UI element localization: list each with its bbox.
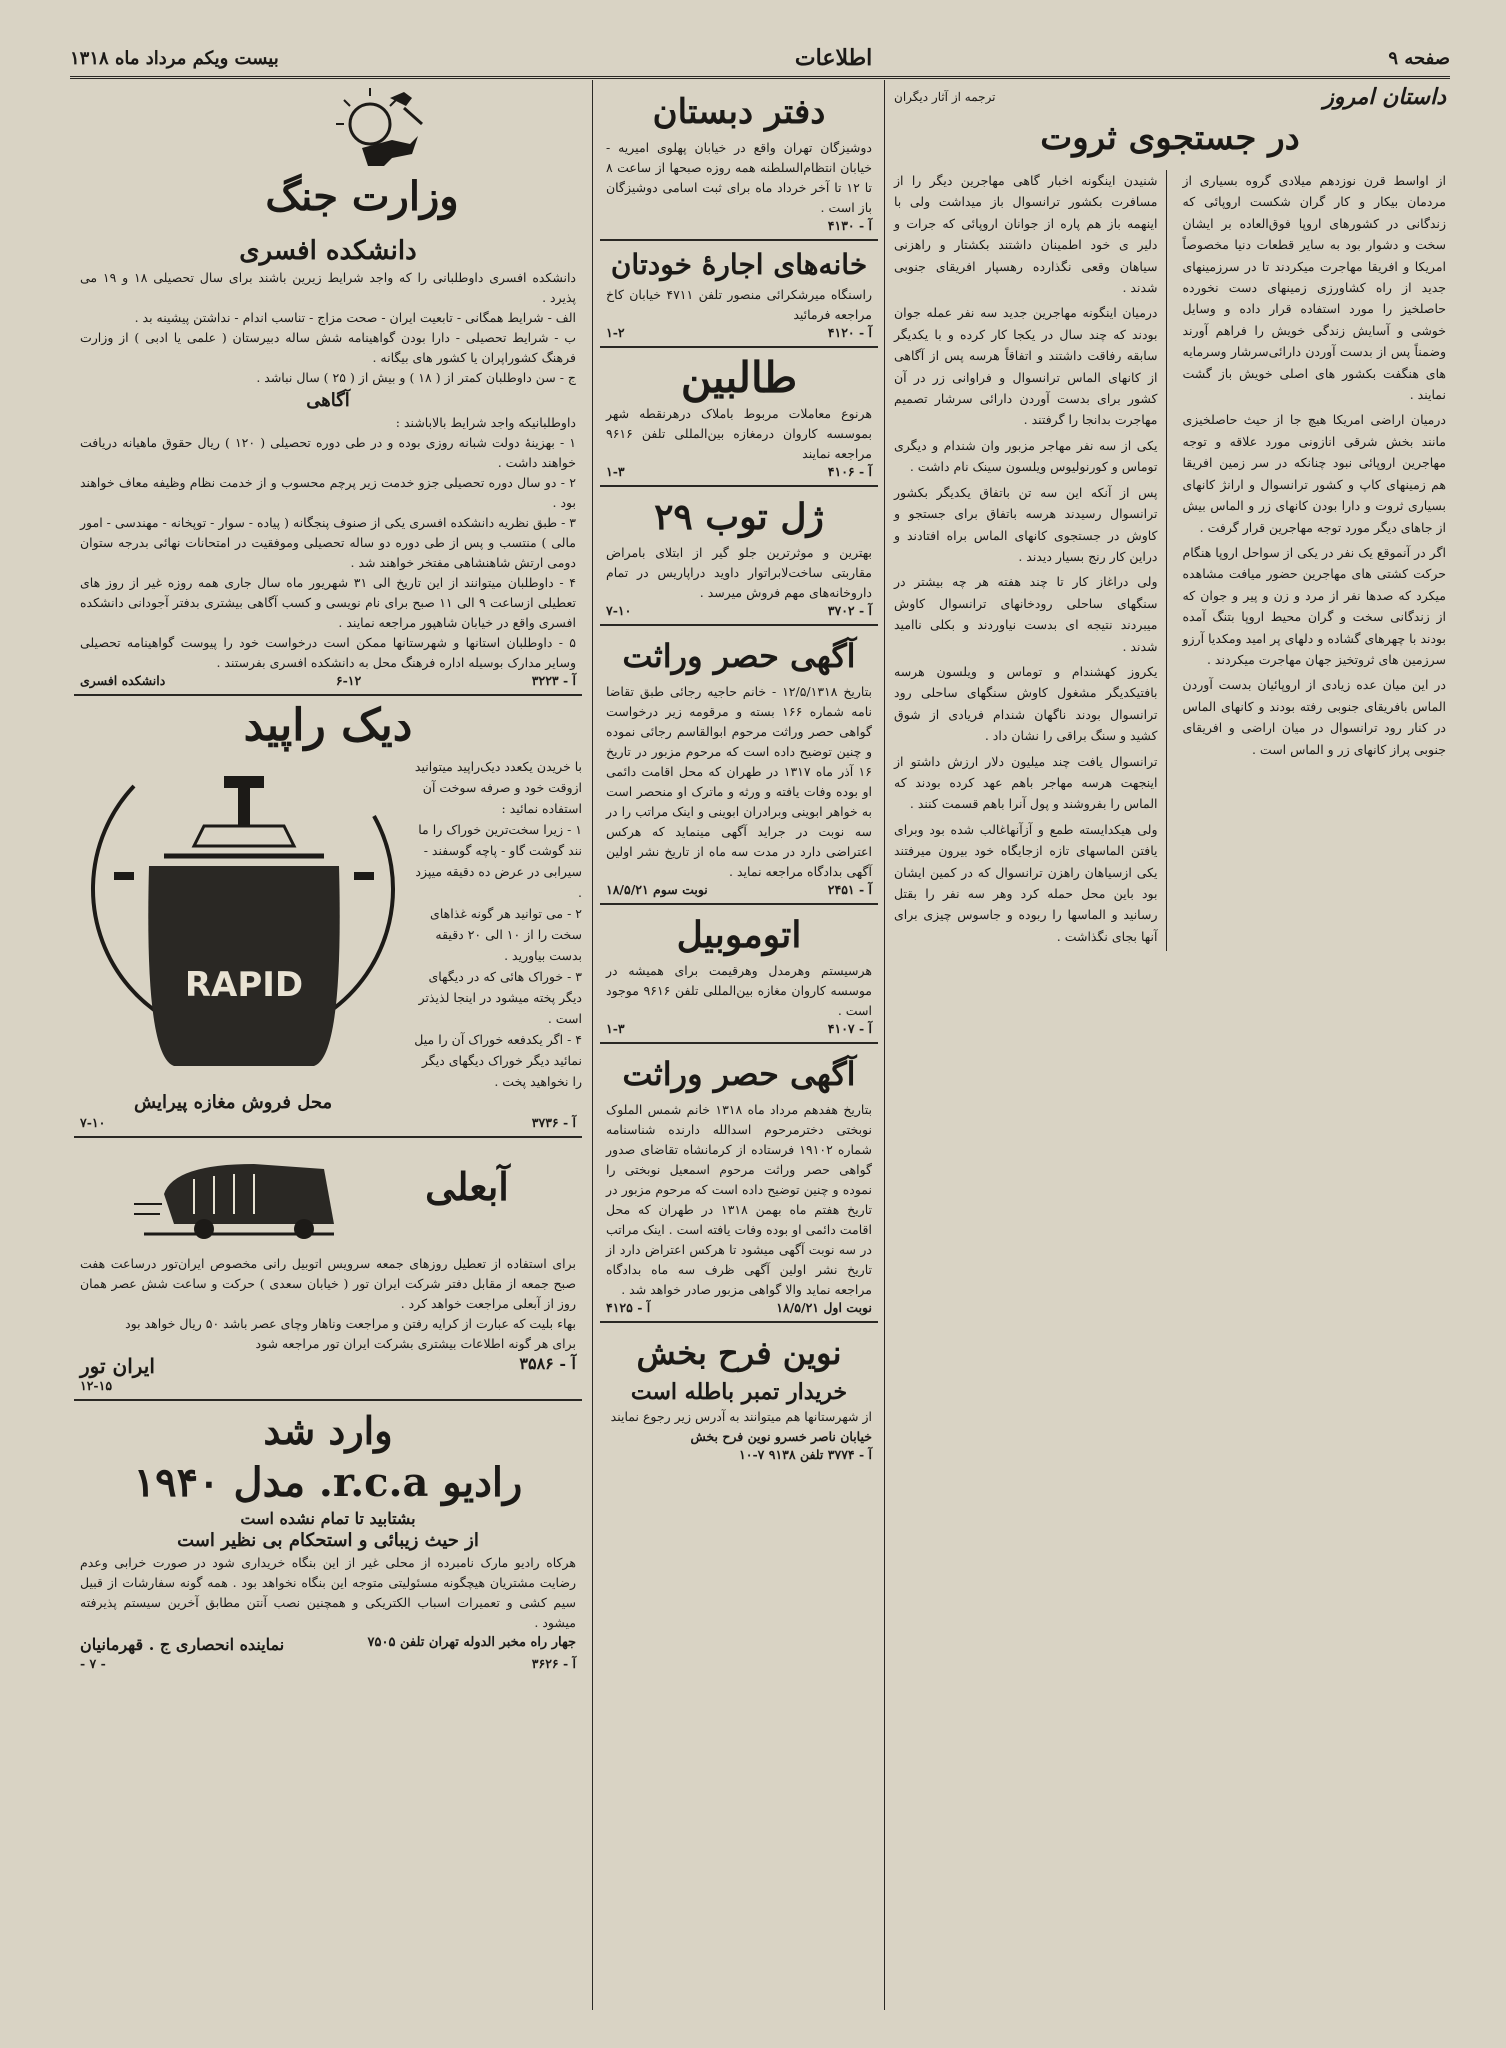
- ad-rental-houses: [600, 247, 878, 340]
- ad-body: برای استفاده از تعطیل روزهای جمعه سرویس اتوبیل رانی مخصوص ایران‌تور درساعت هفت صبح جمعه از مقابل دفتر شرکت ایران تور ( خیابان سعدی ) حرکت و ساعت شش عصر همان روز از آبعلی مراجعت خواهد کرد .: [80, 1256, 576, 1311]
- ad-title: آگهی حصر وراثت: [622, 1055, 856, 1093]
- ad-title: آگهی حصر وراثت: [622, 637, 856, 675]
- ad-body: هرکاه رادیو مارک نامبرده از محلی غیر از این بنگاه خریداری شود در صورت خرابی وعدم رضایت مشتریان هیچگونه مسئولیتی متوجه این بنگاه نخواهد بود . همه گونه سفارشات از قبیل سیم کشی و تعمیرات اسباب الکتریکی و همچنین نصب آنتن مطابق آخرین سیستم پذیرفته میشود .: [80, 1555, 576, 1630]
- story-paragraph: اگر در آنموقع یک نفر در یکی از سواحل اروپا هنگام حرکت کشتی های مهاجرین حضور میافت مشاهده میکرد که صدها نفر از مرد و زن و پیر و جوان که از زندگانی سخت و گران محیط اروپا بتنگ آمده بودند با چهرهای گشاده و دلهای پر امید ومکدیا آرزو سرزمین های ثروتخیز جهان مهاجرت میکردند .: [1182, 544, 1446, 667]
- ad-rapid-pot: [74, 702, 582, 1130]
- ad-slogan-2: از حیث زیبائی و استحکام بی نظیر است: [177, 1530, 479, 1551]
- ad-run: ۱-۳: [606, 1021, 625, 1036]
- ad-code: آ - ۴۱۰۶: [827, 464, 872, 479]
- lion-and-sun-emblem-icon: [332, 84, 432, 174]
- story-paragraph: شنیدن اینگونه اخبار گاهی مهاجرین دیگر را از مسافرت بکشور ترانسوال باز میداشت ولی با اینهمه باز هم پاره از جوانان اروپائی که جرات و دلیر ی خود اطمینان داشتند بکشتار و راهزنی سیاهان وقعی نگذارده رهسپار افریقای جنوبی شدند .: [894, 173, 1158, 296]
- ad-paragraph: ج - سن داوطلبان کمتر از ( ۱۸ ) و بیش از ( ۲۵ ) سال نباشد .: [256, 370, 576, 385]
- ad-farrokh-bakhsh: [600, 1329, 878, 1462]
- story-paragraph: از اواسط قرن نوزدهم میلادی گروه بسیاری از مردمان بیکار و کار گران شکست اروپائی که زندگانی در کشورهای اروپا فوق‌العاده بر ایشان سخت و دشوار بود به سایر قطعات دنیا مخصوصاً امریکا و افریقا مهاجرت میکردند تا در سرزمینهای جدید از راه کشاورزی زمینهای دست نخورده حاصلخیز را مورد استفاده قرار داده و وسایل خوشی و آسایش زندگی خویش را فراهم آورند وضمناً پس از بدست آوردن دارائی‌سرشار وسرمایه های هنگفت بکشور های اصلی خویش باز گشت نمایند .: [1182, 173, 1446, 403]
- ad-paragraph: ب - شرایط تحصیلی - دارا بودن گواهینامه شش ساله دبیرستان ( علمی یا ادبی ) از وزارت فرهنگ کشوراپران یا کشور های بیگانه .: [80, 330, 576, 365]
- pressure-cooker-icon: [74, 756, 404, 1086]
- ad-automobile: [600, 911, 878, 1036]
- ad-run: ۱-۲: [606, 325, 625, 340]
- story-paragraph: ترانسوال یافت چند میلیون دلار ارزش داشتو از اینجهت هرسه مهاجر باهم عهد کرده بودند که الماس را بفروشند و پول آنرا باهم قسمت کنند .: [894, 753, 1158, 812]
- ad-talibin: [600, 354, 878, 479]
- ad-paragraph: با خریدن یکعدد دیک‌راپید میتوانید ازوقت خود و صرفه سوخت آن استفاده نمائید :: [414, 759, 582, 816]
- story-paragraph: ولی دراغاز کار تا چند هفته هر چه بیشتر در سنگهای ساحلی رودخانهای ترانسوال کاوش میبردند نتیجه ای بدست نیاوردند و بکلی ناامید شدند .: [894, 574, 1158, 654]
- ad-address: جهار راه مخبر الدوله تهران تلفن ۷۵۰۵: [367, 1635, 576, 1650]
- ad-title: وزارت جنگ: [265, 173, 459, 220]
- ad-iran-tour: [74, 1144, 582, 1393]
- story-section-tag: داستان امروز: [1323, 84, 1446, 110]
- story-paragraph: درمیان اینگونه مهاجرین جدید سه نفر عمله جوان بودند که چند سال در یکجا کار کرده و با یکدیگر سابقه رفاقت داشتند و اتفاقاً هرسه پس از آگاهی از کانهای الماس ترانسوال و فراوانی زر در آن کشور برای بدست آوردن دارائی سرشار تصمیم مهاجرت بدانجا را گرفتند .: [894, 305, 1158, 428]
- ad-body: راسنگاه میرشکرائی منصور تلفن ۴۷۱۱ خیابان کاخ مراجعه فرمائید: [606, 287, 872, 322]
- ad-title: نوین فرح بخش: [636, 1334, 842, 1372]
- ad-body: بتاریخ هفدهم مرداد ماه ۱۳۱۸ خانم شمس الملوک نوبختی دخترمرحوم اسدالله دارنده شناسنامه شماره ۱۹۱۰۲ فرستاده از کرمانشاه تقاضای صدور گواهی حصر وراثت مرحوم اسمعیل نوبختی را نموده و چنین توضیح داده است که مرحوم مزبور در تاریخ هفتم ماه بهمن ۱۳۱۸ در طهران که محل اقامت دائمی او بوده وفات یافته است . اینک مراتب در سه نوبت آگهی میشود تا هرکس اعتراض دارد از تاریخ نشر اولین آگهی ظرف سه ماه بدادگاه مراجعه نماید والا گواهی مزبور صادر خواهد شد .: [606, 1102, 872, 1297]
- ad-code: نوبت اول ۱۸/۵/۲۱: [776, 1300, 872, 1315]
- column-rule: [884, 80, 885, 2010]
- ad-code: آ - ۲۴۵۱: [827, 882, 872, 897]
- ad-run: نوبت سوم ۱۸/۵/۲۱: [606, 882, 708, 897]
- ad-code: آ - ۳۶۲۶: [531, 1656, 576, 1671]
- story-paragraph: یکی از سه نفر مهاجر مزبور وان شندام و دیگری توماس و کورنولیوس ویلسون سینک نام داشت .: [894, 437, 1158, 475]
- story-column-left: [894, 170, 1167, 951]
- ad-run: ۱۲-۱۵: [80, 1378, 113, 1393]
- ad-paragraph: ۱ - زیرا سخت‌ترین خوراک را ما نند گوشت گاو - پاچه گوسفند - سیرابی در عرض ده دقیقه میپزد .: [415, 822, 582, 900]
- ad-code: آ - ۴۱۲۰: [827, 325, 872, 340]
- column-rule: [592, 80, 593, 2010]
- ad-code: آ - ۳۷۳۶: [531, 1115, 576, 1130]
- story-paragraph: در این میان عده زیادی از اروپائیان بدست آوردن الماس بافریقای جنوبی رفته بودند و کانهای الماس در کنار رود ترانسوال در میان اراضی و افریقای جنوبی پراز کانهای زر و الماس است .: [1182, 677, 1446, 757]
- ad-inheritance-2: [600, 1050, 878, 1315]
- ad-gel-tube: [600, 493, 878, 618]
- story-paragraph: ولی هیکدایسته طمع و آزآنهاغالب شده بود وبرای یافتن الماسهای تازه ازجایگاه خود بیرون میرفتند یکی ازسیاهان راهزن ترانسوال که در کمین ایشان بود باین محل حمله کرد وهر سه نفر را بقتل رسانید و الماسها را ربوده و جاسوس چیزی برای آنها بجای نگذاشت .: [894, 821, 1158, 944]
- ad-title: آبعلی: [425, 1164, 509, 1209]
- ad-code: آ - ۴۱۳۰: [827, 218, 872, 233]
- ad-paragraph: دانشکده افسری داوطلبانی را که واجد شرایط زیرین باشند برای سال تحصیلی ۱۸ و ۱۹ می پذیرد .: [80, 270, 576, 305]
- ad-paragraph: الف - شرایط همگانی - تابعیت ایران - صحت مزاج - تناسب اندام - نداشتن پیشینه بد .: [134, 310, 576, 325]
- ad-paragraph: ۲ - دو سال دوره تحصیلی جزو خدمت زیر پرچم محسوب و از خدمت نظام وظیفه معاف خواهند بود .: [80, 475, 576, 510]
- story-section: [888, 80, 1450, 2020]
- ads-column-middle: [596, 80, 882, 2020]
- ad-agent: نماینده انحصاری ج . قهرمانیان: [80, 1635, 285, 1654]
- ad-body: بهترین و موثرترین جلو گیر از ابتلای بامراض مقاربتی ساخت‌لابراتوار داوید دراپاریس در تمام داروخانه‌های مهم فروش میرسد .: [606, 545, 872, 600]
- ad-body: دوشیزگان تهران واقع در خیابان پهلوی امیریه - خیابان انتظام‌السلطنه همه روزه صبحها از ساعت ۸ تا ۱۲ تا آخر خرداد ماه برای ثبت اسامی دوشیزگان باز است .: [606, 140, 872, 215]
- ad-run: ۷-۱۰: [606, 603, 632, 618]
- ad-title: دفتر دبستان: [652, 92, 826, 132]
- ad-title: ژل توب ۲۹: [654, 496, 824, 538]
- ad-slogan: بشتابید تا تمام نشده است: [240, 1509, 416, 1528]
- ad-signature: دانشکده افسری: [80, 673, 166, 688]
- ad-run: آ - ۴۱۲۵: [606, 1300, 651, 1315]
- ads-column-left: [70, 80, 588, 2020]
- bus-icon: [134, 1144, 364, 1254]
- ad-code: آ - ۳۷۷۴ تلفن ۹۱۳۸ ۷-۱۰: [739, 1447, 872, 1462]
- ad-code: آ - ۳۵۸۶: [519, 1354, 576, 1373]
- ad-code: آ - ۳۷۰۲: [827, 603, 872, 618]
- story-column-right: [1183, 170, 1447, 951]
- ad-code: آ - ۳۲۲۳: [531, 673, 576, 688]
- ad-body: از شهرستانها هم میتوانند به آدرس زیر رجوع نمایند: [610, 1409, 872, 1424]
- story-title: در جستجوی ثروت: [1040, 118, 1300, 158]
- ad-war-ministry: [74, 84, 582, 688]
- ad-dabestan: [600, 88, 878, 233]
- ad-rca-radio: [74, 1407, 582, 1671]
- notice-heading: آگاهی: [306, 390, 350, 411]
- story-paragraph: پس از آنکه این سه تن باتفاق یکدیگر بکشور ترانسوال رسیدند هرسه باتفاق برای جستجو و کاوش در جستجوی کانهای الماس براه افتادند و دراین کار رنج بسیار دیدند .: [894, 484, 1158, 564]
- ad-inheritance-1: [600, 632, 878, 897]
- ad-body: هرنوع معاملات مربوط باملاک درهرنقطه شهر بموسسه کاروان درمغازه بین‌المللی تلفن ۹۶۱۶ مراجعه نمایند: [606, 406, 872, 461]
- ad-subtitle: دانشکده افسری: [239, 236, 417, 266]
- ad-paragraph: داوطلبانیکه واجد شرایط بالاباشند :: [395, 415, 576, 430]
- paper-name: اطلاعات: [794, 45, 873, 71]
- story-paragraph: یکروز کهشندام و توماس و ویلسون هرسه بافتیکدیگر مشغول کاوش سنگهای ساحلی رود ترانسوال بودند ناگهان شندام فریادی از شوق کشید و سنگ براقی را نشان داد .: [894, 663, 1158, 744]
- ad-paragraph: ۵ - داوطلبان استانها و شهرستانها ممکن است درخواست خود را پیوست گواهینامه تحصیلی وسایر مدارک بوسیله اداره فرهنگ محل به دانشکده افسری بفرستند .: [80, 635, 576, 670]
- ad-paragraph: ۳ - خوراک هائی که در دیگهای دیگر پخته میشود در اینجا لذیذتر است .: [418, 969, 582, 1026]
- ad-info: برای هر گونه اطلاعات بیشتری بشرکت ایران تور مراجعه شود: [255, 1336, 576, 1351]
- ad-paragraph: ۳ - طبق نظریه دانشکده افسری یکی از صنوف پنجگانه ( پیاده - سوار - توپخانه - مهندسی - امور مالی ) منتسب و پس از طی دوره دو ساله تحصیلی وموفقیت در امتحانات نهائی بدرجه ستوان دومی ارتش شاهنشاهی مفتخر خواهند شد .: [80, 515, 576, 570]
- ad-run: ۱-۳: [606, 464, 625, 479]
- ad-paragraph: ۴ - داوطلبان میتوانند از این تاریخ الی ۳۱ شهریور ماه سال جاری همه روزه غیر از روز های تعطیلی ازساعت ۹ الی ۱۱ صبح برای نام نویسی و کسب آگاهی بیشتری بدفتر آجودانی دانشکده افسری واقع در خیابان شاهپور مراجعه نمایند .: [80, 575, 576, 630]
- ad-brand: ایران تور: [80, 1354, 155, 1378]
- issue-date: بیست ویکم مرداد ماه ۱۳۱۸: [70, 47, 279, 69]
- ad-title: اتوموبیل: [676, 914, 802, 956]
- ad-title: طالبین: [680, 353, 798, 402]
- page-header: [70, 40, 1450, 79]
- ad-title: دیک راپید: [243, 700, 413, 751]
- story-paragraph: درمیان اراضی امریکا هیچ جا از حیث حاصلخیزی مانند بخش شرقی انازونی مورد علاقه و توجه مهاجرین اروپائی نبود چنانکه در سر زمین افریقا هم زمینهای کاپ و کشور ترانسوال و ارانژ کانهای بسیاری ثروت و دارا بودن کانهای زر و الماس بیش از جاهای دیگر مورد توجه مهاجرین قرار گرفت .: [1182, 412, 1446, 535]
- ad-address: خیابان ناصر خسرو نوین فرح بخش: [690, 1429, 872, 1444]
- ad-price: بهاء بلیت که عبارت از کرایه رفتن و مراجعت وناهار وچای عصر باشد ۵۰ ریال خواهد بود: [125, 1316, 576, 1331]
- ad-run: - ۷ -: [80, 1656, 106, 1671]
- ad-paragraph: ۴ - اگر یکدفعه خوراک آن را میل نمائید دیگر خوراک دیگهای دیگر را نخواهید پخت .: [414, 1032, 582, 1089]
- translation-note: ترجمه از آثار دیگران: [894, 90, 996, 104]
- ad-subtitle: خریدار تمبر باطله است: [630, 1379, 848, 1405]
- ad-paragraph: ۱ - بهزینهٔ دولت شبانه روزی بوده و در طی دوره تحصیلی ( ۱۲۰ ) ریال حقوق ماهیانه دریافت خواهند داشت .: [80, 435, 576, 470]
- ad-paragraph: ۲ - می توانید هر گونه غذاهای سخت را از ۱۰ الی ۲۰ دقیقه بدست بیاورید .: [430, 906, 582, 963]
- ad-model: رادیو r.c.a. مدل ۱۹۴۰: [133, 1459, 523, 1506]
- ad-title: وارد شد: [263, 1408, 393, 1453]
- ad-shop: محل فروش مغازه پیرایش: [134, 1092, 333, 1113]
- ad-title: خانه‌های اجارهٔ خودتان: [610, 248, 868, 281]
- ad-run: ۷-۱۰: [80, 1115, 106, 1130]
- ad-body: بتاریخ ۱۲/۵/۱۳۱۸ - خانم حاجیه رجائی طبق تقاضا نامه شماره ۱۶۶ بسته و مرقومه زیر درخواست گواهی حصر وراثت مرحوم ابوالقاسم رجائی نموده و چنین توضیح داده است که مرحوم مزبور در تاریخ ۱۶ آذر ماه ۱۳۱۷ در طهران که محل اقامت دائمی او بوده وفات یافته و ورثه و ماترک او منحصر است به خواهر ابوینی وبرادران ابوینی و اینک مراتب را در سه نوبت در جراید آگهی مینماید که هرکس اعتراضی دارد در مدت سه ماه از تاریخ نشر اولین آگهی بدادگاه مراجعه نماید .: [606, 684, 872, 879]
- ad-run: ۶-۱۲: [335, 673, 362, 688]
- ad-code: آ - ۴۱۰۷: [827, 1021, 872, 1036]
- page-number: صفحه ۹: [1388, 47, 1450, 69]
- ad-body: هرسیستم وهرمدل وهرقیمت برای همیشه در موسسه کاروان مغازه بین‌المللی تلفن ۹۶۱۶ موجود است .: [606, 963, 872, 1018]
- pot-label: RAPID: [184, 965, 304, 1005]
